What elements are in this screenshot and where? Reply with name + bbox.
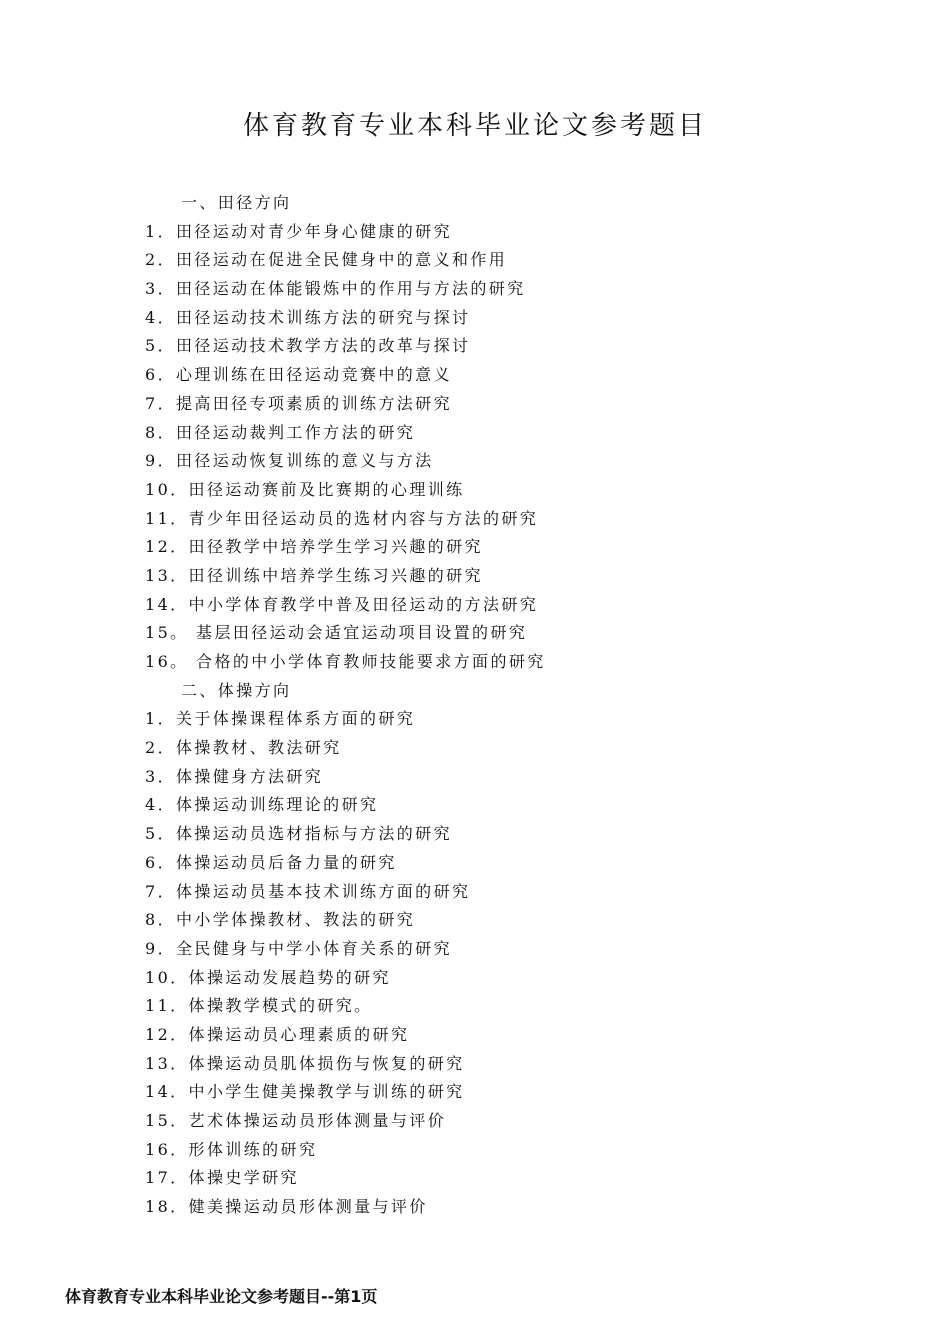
list-item: 15。 基层田径运动会适宜运动项目设置的研究 bbox=[145, 623, 528, 643]
list-item: 16．形体训练的研究 bbox=[145, 1139, 318, 1159]
list-item: 1．田径运动对青少年身心健康的研究 bbox=[145, 221, 452, 241]
list-item: 18．健美操运动员形体测量与评价 bbox=[145, 1197, 428, 1217]
list-item: 17．体操史学研究 bbox=[145, 1168, 299, 1188]
list-item: 11．体操教学模式的研究。 bbox=[145, 996, 373, 1016]
list-item: 14．中小学生健美操教学与训练的研究 bbox=[145, 1082, 465, 1102]
list-item: 11．青少年田径运动员的选材内容与方法的研究 bbox=[145, 508, 539, 528]
list-item: 3．体操健身方法研究 bbox=[145, 766, 324, 786]
list-item: 6．体操运动员后备力量的研究 bbox=[145, 852, 397, 872]
list-item: 15．艺术体操运动员形体测量与评价 bbox=[145, 1111, 447, 1130]
list-item: 7．体操运动员基本技术训练方面的研究 bbox=[145, 881, 471, 901]
list-item: 5．田径运动技术教学方法的改革与探讨 bbox=[145, 336, 471, 356]
section-heading-gymnastics: 二、体操方向 bbox=[181, 680, 292, 700]
section-heading-track-field: 一、田径方向 bbox=[181, 193, 292, 212]
list-item: 12．体操运动员心理素质的研究 bbox=[145, 1024, 410, 1044]
list-item: 9．田径运动恢复训练的意义与方法 bbox=[145, 451, 434, 471]
list-item: 9．全民健身与中学小体育关系的研究 bbox=[145, 938, 452, 958]
document-body bbox=[145, 189, 905, 1222]
list-item: 14．中小学体育教学中普及田径运动的方法研究 bbox=[145, 594, 539, 614]
list-item: 2．田径运动在促进全民健身中的意义和作用 bbox=[145, 250, 508, 270]
list-item: 2．体操教材、教法研究 bbox=[145, 738, 342, 758]
list-item: 8．中小学体操教材、教法的研究 bbox=[145, 910, 416, 930]
list-item: 10．体操运动发展趋势的研究 bbox=[145, 967, 391, 987]
page-footer: 体育教育专业本科毕业论文参考题目--第1页 bbox=[65, 1287, 378, 1306]
list-item: 3．田径运动在体能锻炼中的作用与方法的研究 bbox=[145, 279, 526, 299]
list-item: 4．田径运动技术训练方法的研究与探讨 bbox=[145, 307, 471, 327]
list-item: 16。 合格的中小学体育教师技能要求方面的研究 bbox=[145, 652, 546, 671]
list-item: 13．体操运动员肌体损伤与恢复的研究 bbox=[145, 1053, 465, 1073]
page-title: 体育教育专业本科毕业论文参考题目 bbox=[242, 111, 707, 141]
list-item: 1．关于体操课程体系方面的研究 bbox=[145, 709, 416, 729]
list-item: 7．提高田径专项素质的训练方法研究 bbox=[145, 393, 452, 413]
list-item: 5．体操运动员选材指标与方法的研究 bbox=[145, 824, 452, 844]
list-item: 8．田径运动裁判工作方法的研究 bbox=[145, 422, 416, 442]
list-item: 12．田径教学中培养学生学习兴趣的研究 bbox=[145, 537, 483, 557]
list-item: 10．田径运动赛前及比赛期的心理训练 bbox=[145, 479, 465, 499]
list-item: 4．体操运动训练理论的研究 bbox=[145, 795, 379, 815]
list-item: 13．田径训练中培养学生练习兴趣的研究 bbox=[145, 565, 483, 585]
list-item: 6．心理训练在田径运动竞赛中的意义 bbox=[145, 365, 452, 385]
